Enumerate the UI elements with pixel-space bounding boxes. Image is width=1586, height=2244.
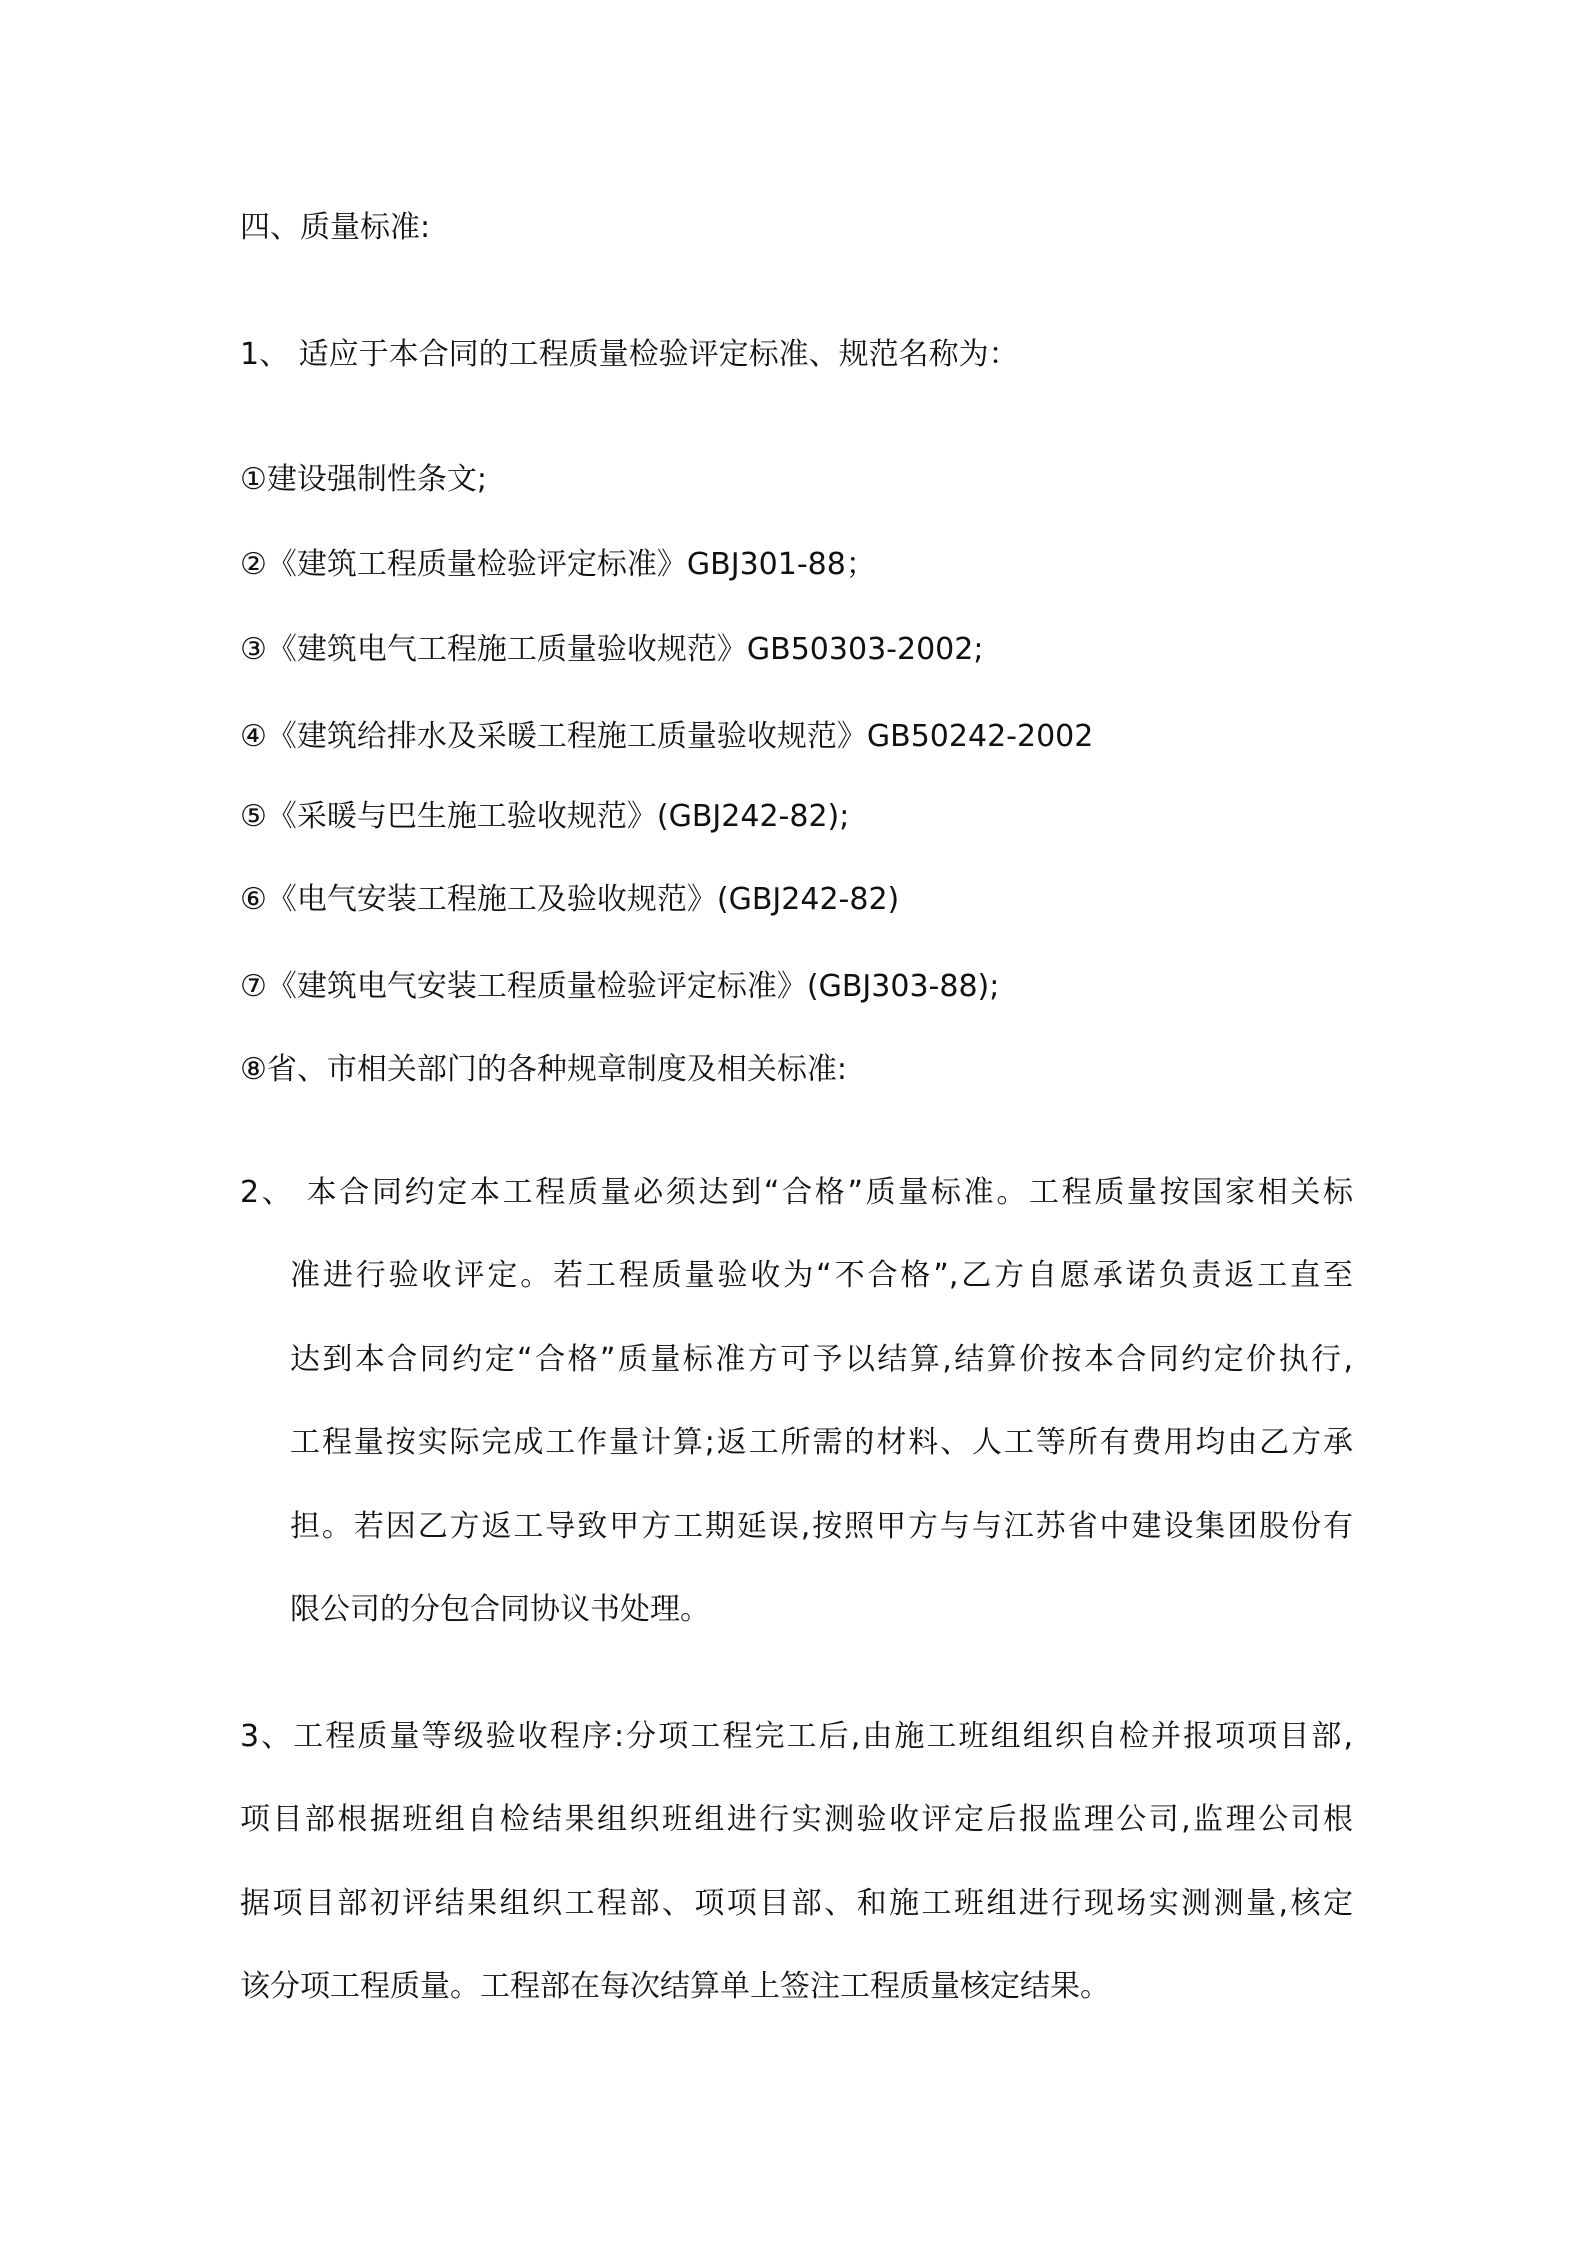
paragraph-line: 项目部根据班组自检结果组织班组进行实测验收评定后报监理公司,监理公司根 (240, 1802, 1353, 1837)
standard-item: ⑦《建筑电气安装工程质量检验评定标准》(GBJ303-88); (240, 969, 1000, 1004)
paragraph-line: 据项目部初评结果组织工程部、项项目部、和施工班组进行现场实测测量,核定 (240, 1886, 1353, 1921)
paragraph-line: 3、工程质量等级验收程序:分项工程完工后,由施工班组组织自检并报项项目部, (240, 1719, 1353, 1754)
standard-item: ⑧省、市相关部门的各种规章制度及相关标准: (240, 1052, 848, 1087)
standard-item: ⑤《采暖与巴生施工验收规范》(GBJ242-82); (240, 799, 850, 834)
standard-item: ①建设强制性条文; (240, 462, 488, 497)
paragraph-line: 该分项工程质量。工程部在每次结算单上签注工程质量核定结果。 (240, 1969, 1110, 2004)
item-1-intro: 1、 适应于本合同的工程质量检验评定标准、规范名称为： (240, 337, 1019, 372)
paragraph-line: 达到本合同约定“合格”质量标准方可予以结算,结算价按本合同约定价执行, (290, 1342, 1353, 1377)
paragraph-line: 2、 本合同约定本工程质量必须达到“合格”质量标准。工程质量按国家相关标 (240, 1175, 1353, 1210)
standard-item: ②《建筑工程质量检验评定标准》GBJ301-88； (240, 547, 876, 582)
standard-item: ⑥《电气安装工程施工及验收规范》(GBJ242-82) (240, 882, 900, 917)
standard-item: ③《建筑电气工程施工质量验收规范》GB50303-2002; (240, 632, 984, 667)
paragraph-line: 准进行验收评定。若工程质量验收为“不合格”,乙方自愿承诺负责返工直至 (290, 1258, 1353, 1293)
section-heading: 四、质量标准: (240, 210, 431, 245)
standard-item: ④《建筑给排水及采暖工程施工质量验收规范》GB50242-2002 (240, 719, 1094, 754)
paragraph-line: 限公司的分包合同协议书处理。 (290, 1592, 710, 1627)
paragraph-line: 担。若因乙方返工导致甲方工期延误,按照甲方与与江苏省中建设集团股份有 (290, 1509, 1353, 1544)
paragraph-line: 工程量按实际完成工作量计算;返工所需的材料、人工等所有费用均由乙方承 (290, 1425, 1353, 1460)
